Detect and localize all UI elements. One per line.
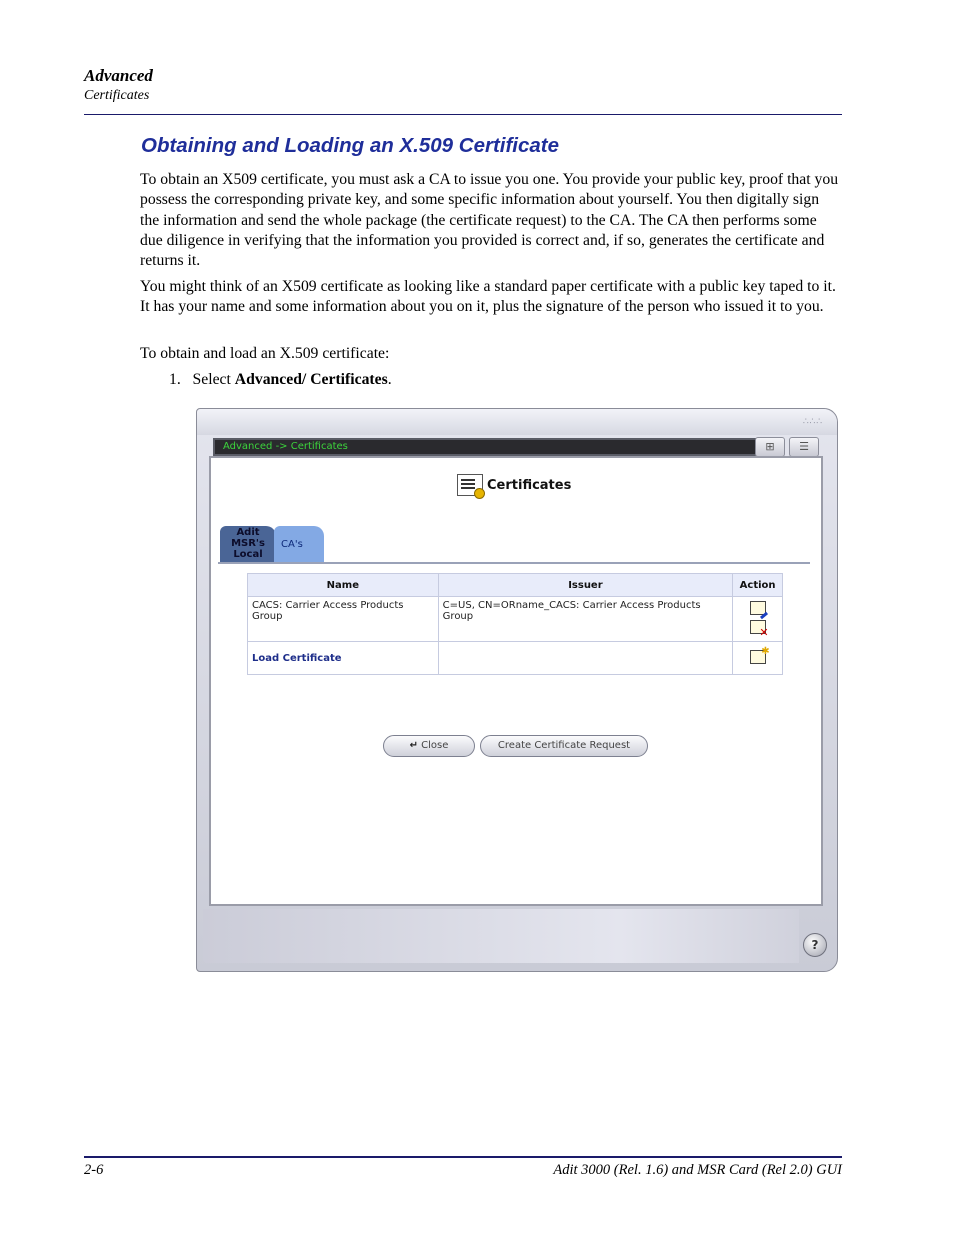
certificate-icon: [457, 474, 483, 496]
step-bold: Advanced/ Certificates: [234, 371, 388, 388]
close-button-label: Close: [421, 740, 449, 751]
list-icon: ☰: [799, 440, 809, 453]
menu-button[interactable]: [789, 437, 819, 457]
step-suffix: .: [387, 371, 392, 388]
column-header-action: Action: [733, 574, 783, 597]
table-header-row: [248, 574, 783, 597]
create-certificate-request-button[interactable]: Create Certificate Request: [480, 735, 648, 757]
page-number: 2-6: [84, 1162, 104, 1178]
section-heading: Obtaining and Loading an X.509 Certificate: [141, 134, 560, 157]
network-icon: ⊞: [765, 440, 775, 453]
help-button[interactable]: [803, 933, 827, 957]
network-map-button[interactable]: [755, 437, 785, 457]
cell-issuer: C=US, CN=ORname_CACS: Carrier Access Products Group: [438, 597, 733, 642]
paragraph-1: To obtain an X509 certificate, you must ask a CA to issue you one. You provide your public key, proof that you possess the corresponding private key, and some specific information about yourself. You then digitally sign the information and send the whole package (the certificate request) to the CA. The CA then performs some due diligence in verifying that the information you provided is correct and, if so, generates the certificate and returns it.: [140, 171, 839, 270]
footer-rule: [84, 1156, 842, 1158]
running-header-subsection: Certificates: [84, 88, 150, 103]
cell-empty: [438, 642, 733, 675]
grip-icon: ∴∴∴: [802, 417, 823, 427]
tab-cas[interactable]: CA's: [274, 526, 324, 562]
delete-icon[interactable]: [750, 620, 766, 634]
paragraph-3: To obtain and load an X.509 certificate:: [140, 345, 390, 362]
close-button[interactable]: [383, 735, 475, 757]
document-title: Adit 3000 (Rel. 1.6) and MSR Card (Rel 2.0) GUI: [553, 1162, 842, 1178]
header-rule: [84, 114, 842, 115]
tab-local[interactable]: Adit MSR's Local: [220, 526, 276, 562]
window-titlebar: [197, 409, 837, 435]
step-1: [169, 371, 392, 389]
table-row-load: [248, 642, 783, 675]
step-prefix: Select: [192, 371, 235, 388]
page-title: Certificates: [487, 477, 572, 493]
tab-divider: [218, 562, 810, 564]
step-number: 1.: [169, 371, 181, 388]
address-bar: Advanced -> Certificates: [213, 438, 762, 456]
certificates-table: [247, 573, 783, 675]
cell-add-action: [733, 642, 783, 675]
help-icon: ?: [811, 938, 819, 952]
window-bottom-bar: [203, 909, 799, 963]
gui-window: [196, 408, 838, 972]
return-arrow-icon: ↵: [409, 740, 418, 751]
running-header-section: Advanced: [84, 66, 153, 85]
page-title-area: [457, 474, 571, 496]
column-header-name: Name: [248, 574, 439, 597]
load-certificate-link[interactable]: Load Certificate: [248, 642, 439, 675]
paragraph-2: You might think of an X509 certificate as looking like a standard paper certificate with a public key taped to it. It has your name and some information about you on it, plus the signature of the person who issued it to you.: [140, 278, 836, 316]
cell-name: CACS: Carrier Access Products Group: [248, 597, 439, 642]
table-row: [248, 597, 783, 642]
content-frame: [209, 456, 823, 906]
add-icon[interactable]: [750, 650, 766, 664]
cell-actions: [733, 597, 783, 642]
edit-icon[interactable]: [750, 601, 766, 615]
column-header-issuer: Issuer: [438, 574, 733, 597]
